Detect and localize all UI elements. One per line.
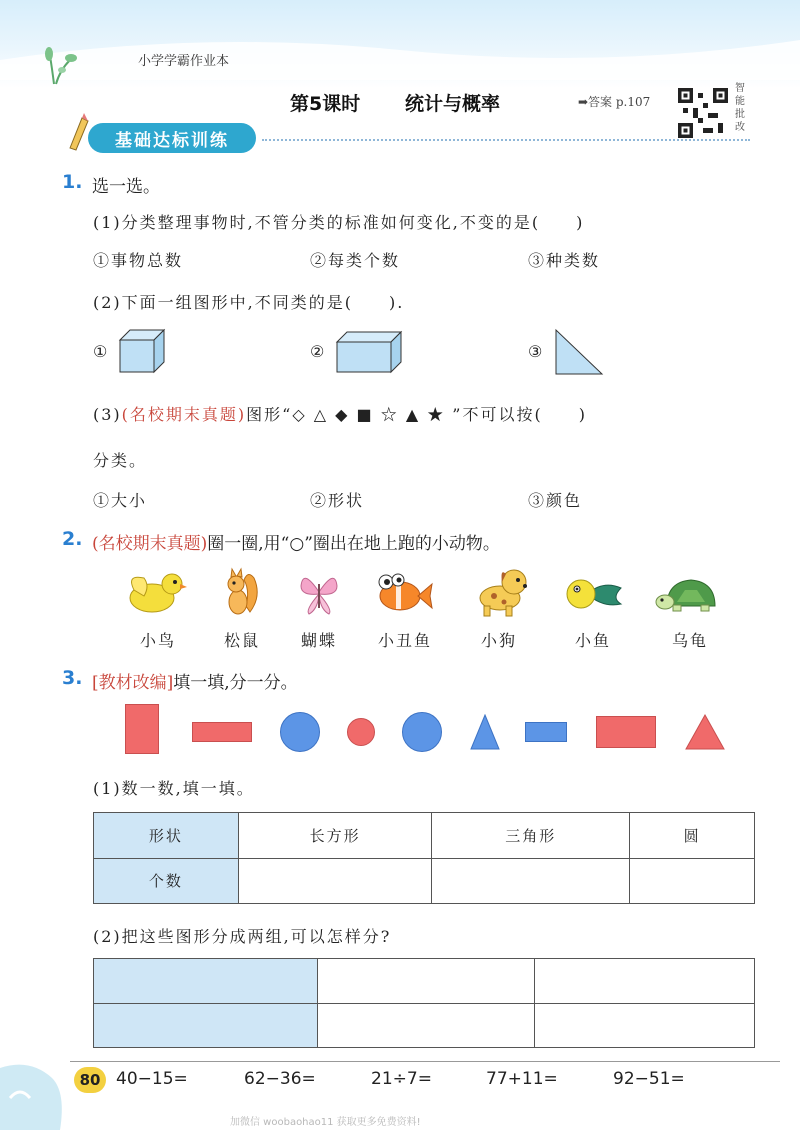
qr-side-label: 智能批改 [735,83,745,133]
q1-sub3-option-3[interactable]: ③颜色 [528,491,583,510]
animal-label-bird: 小鸟 [140,631,177,650]
q2-text: 圈一圈,用“○”圈出在地上跑的小动物。 [207,534,500,554]
q1-sub1-option-1[interactable]: ①事物总数 [93,251,184,270]
calc-4: 77+11= [486,1069,558,1089]
squirrel-icon[interactable] [222,566,262,618]
shape-red-rectangle-wide [192,722,252,742]
animal-label-clownfish: 小丑鱼 [378,631,433,650]
animal-label-fish: 小鱼 [575,631,612,650]
qr-code-icon[interactable] [678,88,728,138]
lesson-topic: 统计与概率 [405,93,501,115]
turtle-icon[interactable] [655,572,721,616]
calc-5: 92−51= [613,1069,685,1089]
animal-label-turtle: 乌龟 [672,631,709,650]
bird-icon[interactable] [122,566,188,618]
q2-tag: (名校期末真题) [92,534,208,554]
shape-red-triangle [685,714,725,750]
shape-blue-triangle [470,714,500,750]
shape-blue-rectangle [525,722,567,742]
q1-sub1-text: (1)分类整理事物时,不管分类的标准如何变化,不变的是( ) [93,213,585,232]
answer-cell-triangle[interactable] [432,858,630,904]
q1-sub3-tag: (名校期末真题) [121,405,247,424]
section-banner: 基础达标训练 [88,123,256,153]
lesson-number: 第5课时 [290,93,361,115]
q1-sub3-prefix: (3) [93,405,122,424]
shape-red-rectangle-big [596,716,656,748]
q1-sub1-option-2[interactable]: ②每类个数 [310,251,401,270]
grouping-answer-cell[interactable] [317,1003,535,1048]
shape-blue-circle-1 [280,712,320,752]
table-row [94,1003,755,1048]
q1-sub2-text: (2)下面一组图形中,不同类的是( ). [93,293,405,312]
question-1-title: 选一选。 [92,177,160,197]
q3-sub1-text: (1)数一数,填一填。 [93,779,255,798]
grouping-answer-cell[interactable] [535,959,755,1004]
q1-sub3-cont: 分类。 [93,451,148,470]
q1-sub3-option-1[interactable]: ①大小 [93,491,148,510]
q1-sub1-option-3[interactable]: ③种类数 [528,251,601,270]
grouping-table [93,958,755,1048]
table-cell-rectangle: 长方形 [238,813,432,859]
grouping-answer-cell[interactable] [535,1003,755,1048]
answer-cell-rectangle[interactable] [238,858,432,904]
calc-3: 21÷7= [371,1069,432,1089]
animal-label-dog: 小狗 [481,631,518,650]
cube-shape [118,328,166,374]
grouping-answer-cell[interactable] [317,959,535,1004]
grouping-header-cell [94,959,318,1004]
question-3-number: 3. [62,667,83,689]
animal-label-butterfly: 蝴蝶 [301,631,338,650]
table-row [94,813,755,859]
answer-cell-circle[interactable] [630,858,755,904]
shape-red-circle [347,718,375,746]
footer-divider [70,1061,780,1062]
q1-sub2-option-3[interactable]: ③ [528,342,545,361]
q1-sub2-option-1[interactable]: ① [93,342,110,361]
q1-sub2-option-2[interactable]: ② [310,342,327,361]
question-2-number: 2. [62,528,83,550]
question-3-line [92,668,298,693]
shape-blue-circle-2 [402,712,442,752]
banner-divider [262,139,750,141]
calc-2: 62−36= [244,1069,316,1089]
book-title: 小学学霸作业本 [138,54,230,69]
q3-tag: [教材改编] [92,673,174,693]
fish-icon[interactable] [563,572,623,616]
count-table [93,812,755,904]
shape-red-rectangle-tall [125,704,159,754]
table-header-count: 个数 [94,858,239,904]
grouping-header-cell [94,1003,318,1048]
q3-text: 填一填,分一分。 [173,673,298,693]
q1-sub3-text: 图形“◇ △ ◆ ■ ☆ ▲ ★ ”不可以按( ) [246,405,587,424]
q1-sub3-line [93,402,587,425]
header-wave-decoration [0,30,800,80]
q1-sub3-option-2[interactable]: ②形状 [310,491,365,510]
footer-decoration [0,1058,75,1130]
table-row [94,959,755,1004]
table-header-shape: 形状 [94,813,239,859]
dog-icon[interactable] [468,566,530,618]
answer-reference: ➡答案 p.107 [578,95,651,109]
table-cell-circle: 圆 [630,813,755,859]
triangle-shape [554,328,604,376]
cuboid-shape [335,330,403,374]
clownfish-icon[interactable] [374,570,434,616]
page-number: 80 [74,1067,106,1093]
question-2-line [92,529,500,554]
question-1-number: 1. [62,171,83,193]
animal-label-squirrel: 松鼠 [224,631,261,650]
table-cell-triangle: 三角形 [432,813,630,859]
butterfly-icon[interactable] [297,566,341,618]
watermark-text: 加微信 woobaohao11 获取更多免费资料! [230,1117,421,1128]
q3-sub2-text: (2)把这些图形分成两组,可以怎样分? [93,927,392,946]
table-row [94,858,755,904]
calc-1: 40−15= [116,1069,188,1089]
plant-icon [40,40,80,85]
